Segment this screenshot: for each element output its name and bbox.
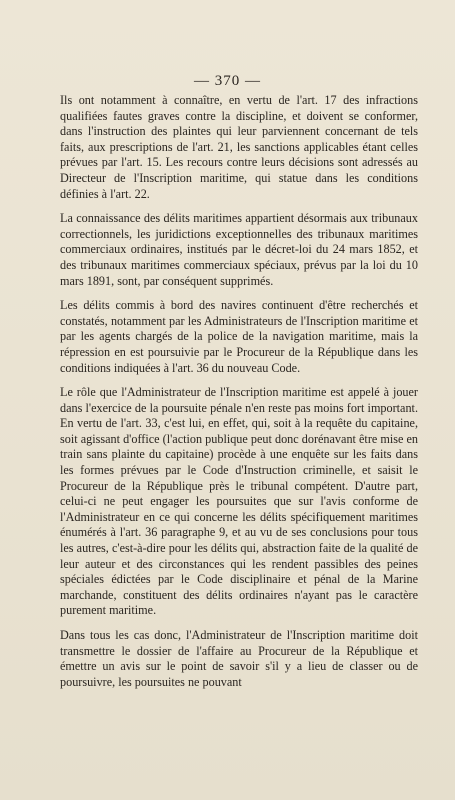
paragraph-2: La connaissance des délits maritimes appartient désormais aux tribunaux correctionnels, les juridictions exceptionnelles des tribunaux maritimes commerciaux ordinaires, institués par le décret-loi du 24 mars 1852, et des tribunaux maritimes commerciaux spéciaux, prévus par la loi du 10 mars 1891, sont, par conséquent supprimés. xyxy=(60,211,418,288)
page-number: — 370 — xyxy=(194,73,261,89)
paragraph-3: Les délits commis à bord des navires continuent d'être recherchés et constatés, notamment par les Administrateurs de l'Inscription maritime et par les agents chargés de la police de la navigation maritime, mais la répression en est poursuivie par le Procureur de la République dans les conditions indiquées à l'art. 36 du nouveau Code. xyxy=(60,298,418,375)
paragraph-5: Dans tous les cas donc, l'Administrateur de l'Inscription maritime doit transmettre le dossier de l'affaire au Procureur de la République et émettre un avis sur le point de savoir s'il y a lieu de classer ou de poursuivre, les poursuites ne pouvant xyxy=(60,628,418,689)
body-text xyxy=(60,93,418,699)
paragraph-1: Ils ont notamment à connaître, en vertu de l'art. 17 des infractions qualifiées fautes graves contre la discipline, et doivent se conformer, dans l'instruction des plaintes qui leur parviennent concernant de tels faits, aux prescriptions de l'art. 21, les sanctions applicables étant celles prévues par l'art. 15. Les recours contre leurs décisions sont adressés au Directeur de l'Inscription maritime, qui statue dans les conditions définies à l'art. 22. xyxy=(60,93,418,201)
paragraph-4: Le rôle que l'Administrateur de l'Inscription maritime est appelé à jouer dans l'exercice de la poursuite pénale n'en reste pas moins fort important. En vertu de l'art. 33, c'est lui, en effet, qui, soit à la requête du capitaine, soit agissant d'office (l'action publique peut donc dorénavant être mise en train sans plainte du capitaine) procède à une enquête sur les faits dans les formes prévues par le Code d'Instruction criminelle, et saisit le Procureur de la République près le tribunal compétent. D'autre part, celui-ci ne peut engager les poursuites que sur l'avis conforme de l'Administrateur en ce qui concerne les délits spécifiquement maritimes énumérés à l'art. 36 paragraphe 9, et au vu de ses conclusions pour tous les autres, c'est-à-dire pour les délits qui, abstraction faite de la qualité de leur auteur et des circonstances qui les rendent passibles des peines spéciales édictées par le Code disciplinaire et pénal de la Marine marchande, constituent des délits ordinaires n'ayant pas le caractère purement maritime. xyxy=(60,385,418,618)
